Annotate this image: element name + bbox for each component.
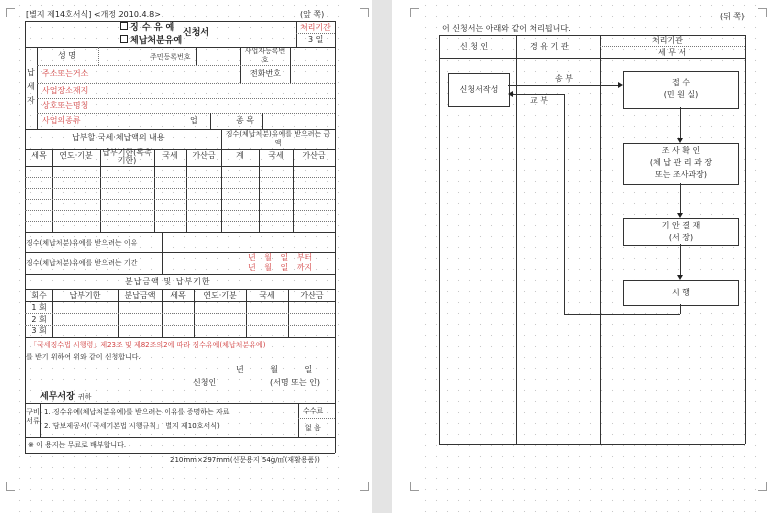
- inst-col-national-tax: 국세: [259, 291, 275, 300]
- grid-line: [262, 113, 263, 129]
- deferral-amount-header: 징수(체납처분)유예를 받으려는 금액: [225, 130, 331, 147]
- grid-line: [290, 47, 291, 65]
- trade-name-label: 상호또는명칭: [42, 101, 89, 110]
- statement-line-2: 를 받기 위하여 위와 같이 신청합니다.: [26, 353, 141, 361]
- grid-line: [25, 313, 335, 314]
- arrow-line-submit: [508, 85, 618, 86]
- grid-line: [154, 149, 155, 232]
- inst-col-round: 회수: [31, 291, 47, 300]
- arrow-head-to-execute: [677, 275, 683, 280]
- grid-line: [186, 149, 187, 232]
- inst-row-2: 2 회: [31, 315, 47, 324]
- grid-line: [600, 46, 745, 47]
- inst-col-year-period: 연도·기분: [203, 291, 237, 300]
- grid-line: [290, 65, 291, 83]
- application-date: 년 월 일: [236, 365, 313, 374]
- col-deferral-surcharge: 가산금: [302, 151, 326, 160]
- inst-col-surcharge: 가산금: [300, 291, 324, 300]
- col-deferral-national-tax: 국세: [268, 151, 284, 160]
- col-tax-office: 세 무 서: [658, 48, 687, 57]
- corner-mark: [410, 482, 419, 491]
- flow-investigate: 조 사 확 인 (체 납 관 리 과 장 또는 조사과장): [623, 143, 739, 185]
- business-reg-number-label: 사업자등록번호: [244, 47, 286, 64]
- form-border: [296, 21, 297, 47]
- signature-label: (서명 또는 인): [270, 378, 320, 387]
- page-gutter: [372, 0, 392, 513]
- period-to: 년 월 일 까지: [248, 263, 313, 272]
- grid-line: [259, 149, 260, 232]
- processing-intro: 이 신청서는 아래와 같이 처리됩니다.: [442, 24, 571, 33]
- applicant-signer-label: 신청인: [193, 378, 217, 387]
- address-label: 주소또는거소: [42, 69, 89, 78]
- arrow-line-to-approve: [680, 183, 681, 213]
- flow-approve: 기 안 결 재 (서 장): [623, 218, 739, 246]
- grid-line: [162, 232, 163, 274]
- inst-col-tax-item: 세목: [170, 291, 186, 300]
- grid-line: [25, 453, 335, 454]
- free-distribution-note: ※ 이 용지는 무료로 배부합니다.: [28, 441, 127, 449]
- statement-line-1: 「국세징수법 시행령」제23조 및 제82조의2에 따라 징수유예(체납처분유예): [30, 341, 266, 349]
- grid-line: [25, 337, 335, 338]
- arrow-line-deliver: [564, 314, 680, 315]
- grid-line: [25, 221, 335, 222]
- inst-col-amount: 분납금액: [124, 291, 156, 300]
- paper-spec: 210mm×297mm(신문용지 54g/㎡(재활용품)): [170, 456, 320, 464]
- grid-line: [298, 403, 299, 437]
- title-option-disposition-deferral: 체납처분유예: [120, 35, 182, 46]
- grid-line: [25, 325, 335, 326]
- grid-line: [25, 232, 335, 233]
- grid-line: [439, 35, 745, 36]
- grid-line: [296, 33, 335, 34]
- arrow-head-deliver: [508, 91, 513, 97]
- title-option-tax-deferral: 징 수 유 예: [120, 22, 174, 33]
- col-surcharge: 가산금: [192, 151, 216, 160]
- grid-line: [25, 301, 335, 302]
- grid-line: [37, 98, 335, 99]
- grid-line: [221, 129, 222, 232]
- grid-line: [37, 113, 335, 114]
- form-number: [별지 제14호서식] <개정 2010.4.8>: [26, 10, 161, 19]
- grid-line: [25, 403, 335, 404]
- arrow-head-to-approve: [677, 213, 683, 218]
- business-location-label: 사업장소재지: [42, 86, 89, 95]
- col-due-date: 납부기한(독촉기한): [102, 148, 152, 165]
- corner-mark: [758, 482, 767, 491]
- attachment-2: 2. 담보제공서(「국세기본법 시행규칙」 별지 제10호서식): [44, 422, 220, 430]
- grid-line: [25, 210, 335, 211]
- grid-line: [98, 47, 99, 65]
- period-from: 년 월 일 부터: [248, 253, 313, 262]
- grid-line: [37, 47, 38, 129]
- grid-line: [25, 274, 335, 275]
- phone-label: 전화번호: [250, 69, 281, 78]
- corner-mark: [410, 8, 419, 17]
- grid-line: [439, 35, 440, 444]
- grid-line: [745, 35, 746, 444]
- deferral-period-label: 징수(체납처분)유예를 받으려는 기간: [26, 259, 138, 267]
- installment-header: 분납금액 및 납부기한: [125, 277, 211, 286]
- grid-line: [25, 177, 335, 178]
- col-processing-agency: 처리기관: [652, 36, 683, 45]
- flow-deliver-label: 교 부: [530, 96, 548, 105]
- grid-line: [37, 83, 335, 84]
- title-suffix: 신청서: [183, 28, 210, 38]
- grid-line: [196, 47, 197, 65]
- arrow-line-to-execute: [680, 244, 681, 275]
- corner-mark: [758, 8, 767, 17]
- arrow-line-deliver: [513, 94, 564, 95]
- flow-execute: 시 행: [623, 280, 739, 306]
- business-type-unit: 업: [190, 116, 198, 125]
- resident-number-label: 주민등록번호: [150, 53, 191, 61]
- corner-mark: [6, 482, 15, 491]
- inst-row-1: 1 회: [31, 303, 47, 312]
- checkbox-disposition-deferral[interactable]: [120, 35, 128, 43]
- grid-line: [52, 149, 53, 232]
- grid-line: [439, 444, 745, 445]
- corner-mark: [360, 482, 369, 491]
- col-via-agency: 경 유 기 관: [530, 42, 569, 51]
- grid-line: [25, 47, 335, 48]
- grid-line: [439, 58, 745, 59]
- arrow-line-deliver: [564, 94, 565, 314]
- col-applicant: 신 청 인: [460, 42, 489, 51]
- page-side-label: (앞 쪽): [300, 10, 325, 19]
- inst-row-3: 3 회: [31, 326, 47, 335]
- tax-content-header: 납부할 국세·체납액의 내용: [72, 133, 165, 142]
- applicant-label: 납세자: [27, 68, 35, 105]
- grid-line: [298, 418, 335, 419]
- grid-line: [210, 113, 211, 129]
- arrow-line-to-investigate: [680, 107, 681, 138]
- flow-receive: 접 수 (민 원 실): [623, 71, 739, 109]
- arrow-head-to-investigate: [677, 138, 683, 143]
- col-tax-item: 세목: [31, 151, 47, 160]
- item-label: 종 목: [236, 116, 254, 125]
- arrow-head-submit: [618, 82, 623, 88]
- col-year-period: 연도·기분: [59, 151, 93, 160]
- processing-period-value: 3 일: [308, 35, 324, 44]
- col-total: 계: [236, 151, 244, 160]
- grid-line: [25, 199, 335, 200]
- grid-line: [293, 149, 294, 232]
- form-border: [335, 21, 336, 453]
- form-border: [25, 21, 26, 453]
- flow-submit-label: 송 부: [555, 74, 573, 83]
- arrow-line-deliver: [680, 304, 681, 314]
- form-border: [25, 21, 335, 22]
- attachment-1: 1. 징수유예(체납처분유예)를 받으려는 이유를 증명하는 자료: [44, 408, 230, 416]
- fee-value: 없 음: [305, 424, 321, 432]
- processing-period-label: 처리기간: [300, 23, 331, 32]
- grid-line: [25, 188, 335, 189]
- name-label: 성 명: [58, 51, 76, 60]
- back-page-side-label: (뒤 쪽): [720, 12, 745, 21]
- deferral-reason-label: 징수(체납처분)유예를 받으려는 이유: [26, 239, 138, 247]
- grid-line: [25, 437, 335, 438]
- corner-mark: [6, 8, 15, 17]
- fee-label: 수수료: [303, 407, 324, 415]
- grid-line: [40, 403, 41, 437]
- col-national-tax: 국세: [162, 151, 178, 160]
- grid-line: [516, 35, 517, 444]
- grid-line: [600, 35, 601, 444]
- corner-mark: [360, 8, 369, 17]
- inst-col-due-date: 납부기한: [69, 291, 101, 300]
- attachments-label: 구비서류: [26, 408, 40, 425]
- business-type-label: 사업의종류: [42, 116, 81, 125]
- recipient-office: 세무서장 귀하: [40, 392, 92, 402]
- checkbox-tax-deferral[interactable]: [120, 22, 128, 30]
- grid-line: [25, 149, 335, 150]
- grid-line: [25, 166, 335, 167]
- flow-write-application: 신청서작성: [448, 73, 510, 107]
